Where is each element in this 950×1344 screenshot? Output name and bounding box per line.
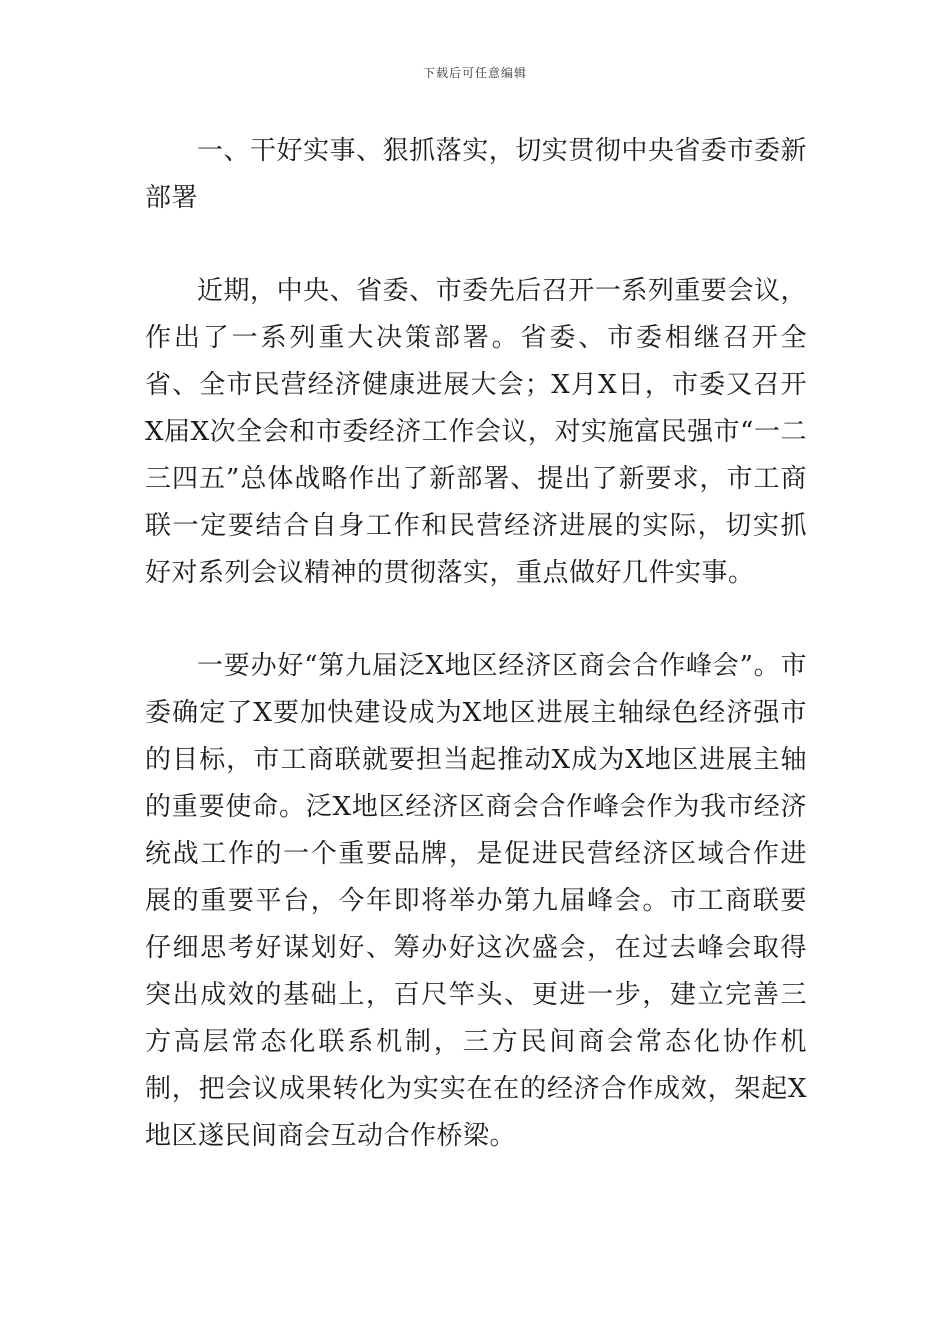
document-body xyxy=(145,128,807,1160)
section-heading: 一、干好实事、狠抓落实，切实贯彻中央省委市委新部署 xyxy=(145,136,807,213)
header-note: 下载后可任意编辑 xyxy=(422,66,527,80)
paragraph-2: 一要办好“第九届泛X地区经济区商会合作峰会”。市委确定了X要加快建设成为X地区进展主轴绿色经济强市的目标，市工商联就要担当起推动X成为X地区进展主轴的重要使命。泛X地区经济区商会合作峰会作为我市经济统战工作的一个重要品牌，是促进民营经济区域合作进展的重要平台，今年即将举办第九届峰会。市工商联要仔细思考好谋划好、筹办好这次盛会，在过去峰会取得突出成效的基础上，百尺竿头、更进一步，建立完善三方高层常态化联系机制，三方民间商会常态化协作机制，把会议成果转化为实实在在的经济合作成效，架起X地区遂民间商会互动合作桥梁。 xyxy=(145,651,807,1151)
paragraph-1: 近期，中央、省委、市委先后召开一系列重要会议，作出了一系列重大决策部署。省委、市委相继召开全省、全市民营经济健康进展大会；X月X日，市委又召开X届X次全会和市委经济工作会议，对实施富民强市“一二三四五”总体战略作出了新部署、提出了新要求，市工商联一定要结合自身工作和民营经济进展的实际，切实抓好对系列会议精神的贯彻落实，重点做好几件实事。 xyxy=(145,276,807,588)
